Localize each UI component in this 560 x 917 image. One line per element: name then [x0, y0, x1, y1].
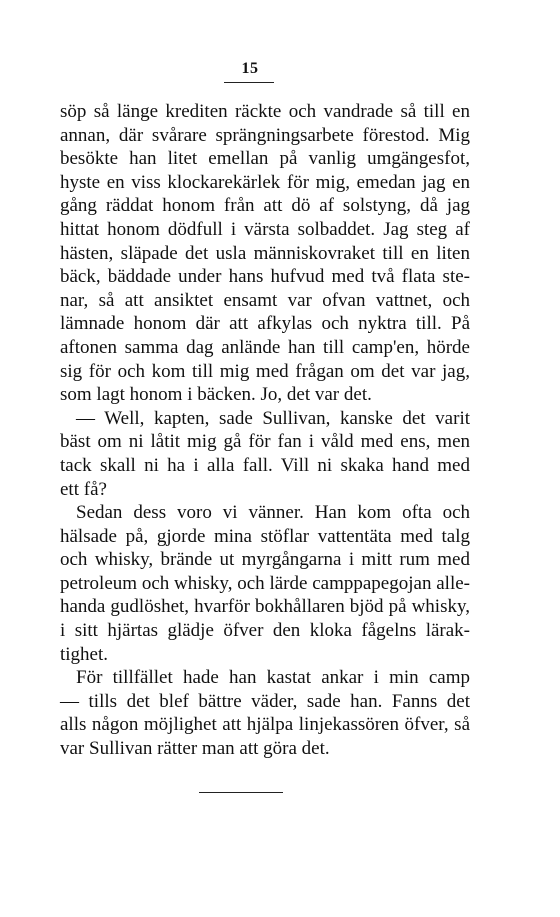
text-line: För tillfället hade han kastat ankar i min camp	[76, 667, 470, 689]
text-line: i sitt hjärtas glädje öfver den kloka fågelns lärak-	[60, 620, 470, 642]
paragraph	[60, 100, 470, 407]
text-line: söp så länge krediten räckte och vandrade så till en	[60, 101, 470, 122]
paragraph	[60, 501, 470, 666]
paragraph	[60, 407, 470, 501]
text-line: hälsade på, gjorde mina stöflar vattentäta med talg	[60, 525, 470, 547]
text-line: bäst om ni låtit mig gå för fan i våld med ens, men	[60, 431, 470, 453]
text-line: hittat honom dödfull i värsta solbaddet. Jag steg af	[60, 218, 470, 240]
text-line: aftonen samma dag anlände han till camp'en, hörde	[60, 336, 470, 358]
page-number: 15	[241, 60, 259, 77]
text-line: lämnade honom där att afkylas och nyktra till. På	[60, 313, 470, 335]
text-line: tighet.	[60, 643, 109, 665]
text-line: handa gudlöshet, hvarför bokhållaren bjöd på whisky,	[60, 596, 470, 618]
body-text	[60, 100, 470, 761]
text-line: — tills det blef bättre väder, sade han. Fanns det	[60, 690, 470, 712]
text-line: och whisky, brände ut myrgångarna i mitt rum med	[60, 549, 470, 571]
text-line: alls någon möjlighet att hjälpa linjekassören öfver, så	[60, 714, 470, 736]
text-line: sig för och kom till mig med frågan om det var jag,	[60, 360, 470, 382]
text-line: besökte han litet emellan på vanlig umgängesfot,	[60, 148, 470, 170]
text-line: bäck, bäddade under hans hufvud med två flata ste-	[60, 266, 470, 288]
text-line: Sedan dess voro vi vänner. Han kom ofta och	[76, 502, 470, 524]
text-line: som lagt honom i bäcken. Jo, det var det.	[60, 384, 372, 406]
paragraph	[60, 666, 470, 760]
text-line: hästen, släpade det usla människovraket till en liten	[60, 242, 470, 264]
text-line: ett få?	[60, 478, 107, 500]
text-line: gång räddat honom från att dö af solstyng, då jag	[60, 195, 470, 217]
text-line: tack skall ni ha i alla fall. Vill ni skaka hand med	[60, 454, 470, 476]
page-number-underline	[224, 82, 274, 83]
text-line: — Well, kapten, sade Sullivan, kanske det varit	[76, 407, 470, 429]
text-line: nar, så att ansiktet ensamt var ofvan vattnet, och	[60, 289, 470, 311]
section-end-rule	[199, 792, 283, 793]
text-line: petroleum och whisky, och lärde camppapegojan alle-	[60, 572, 470, 594]
text-line: var Sullivan rätter man att göra det.	[60, 738, 330, 760]
text-line: annan, där svårare sprängningsarbete förestod. Mig	[60, 124, 470, 146]
text-line: hyste en viss klockarekärlek för mig, emedan jag en	[60, 171, 470, 193]
